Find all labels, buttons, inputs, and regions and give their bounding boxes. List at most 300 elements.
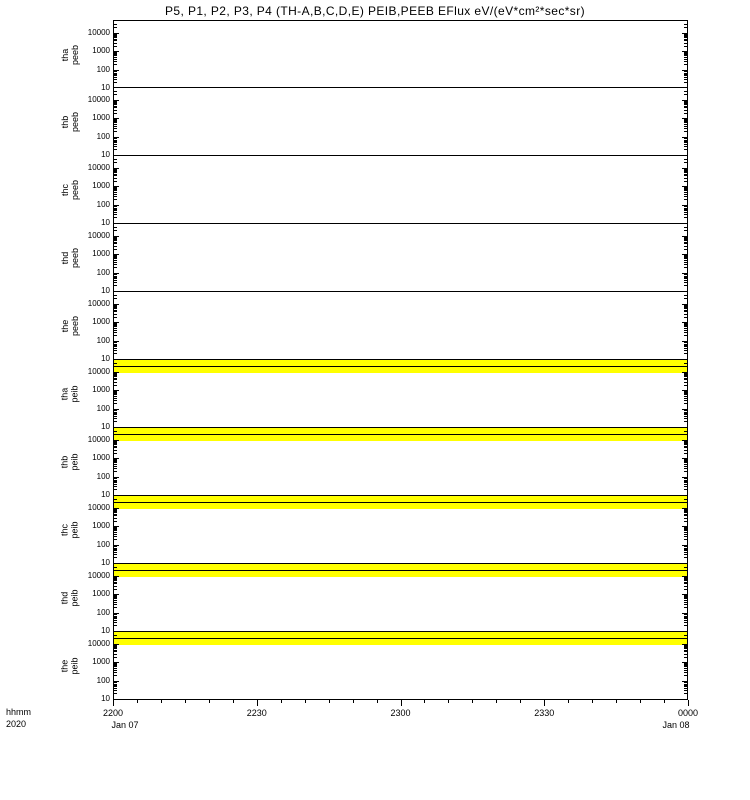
y-minor-tick-mark xyxy=(684,462,687,463)
y-minor-tick-mark xyxy=(114,607,117,608)
chart-panel xyxy=(59,428,688,499)
y-minor-tick-mark xyxy=(114,552,117,553)
y-minor-tick-mark xyxy=(684,307,687,308)
y-minor-tick-mark xyxy=(114,199,117,200)
y-minor-tick-mark xyxy=(114,110,117,111)
y-minor-tick-mark xyxy=(684,214,687,215)
y-minor-tick-mark xyxy=(684,447,687,448)
y-minor-tick-mark xyxy=(684,482,687,483)
y-minor-tick-mark xyxy=(114,366,117,367)
x-tick-date-label: Jan 08 xyxy=(662,720,690,730)
y-minor-tick-mark xyxy=(684,342,687,343)
y-minor-tick-mark xyxy=(114,274,117,275)
y-minor-tick-mark xyxy=(114,227,117,228)
y-minor-tick-mark xyxy=(114,178,117,179)
y-tick-label: 1000 xyxy=(92,385,110,395)
y-minor-tick-mark xyxy=(684,350,687,351)
y-minor-tick-mark xyxy=(684,510,687,511)
y-minor-tick-mark xyxy=(114,57,117,58)
y-minor-tick-mark xyxy=(684,444,687,445)
y-minor-tick-mark xyxy=(684,663,687,664)
y-minor-tick-mark xyxy=(684,539,687,540)
y-minor-tick-mark xyxy=(114,693,117,694)
y-minor-tick-mark xyxy=(684,196,687,197)
y-minor-tick-mark xyxy=(684,149,687,150)
y-minor-tick-mark xyxy=(114,258,117,259)
y-minor-tick-mark xyxy=(684,314,687,315)
y-minor-tick-mark xyxy=(114,654,117,655)
y-minor-tick-mark xyxy=(684,348,687,349)
y-minor-tick-mark xyxy=(114,249,117,250)
y-minor-tick-mark xyxy=(684,602,687,603)
y-minor-tick-mark xyxy=(684,614,687,615)
y-minor-tick-mark xyxy=(114,460,117,461)
x-minor-tick-mark xyxy=(544,700,545,703)
y-minor-tick-mark xyxy=(684,670,687,671)
y-tick-labels xyxy=(68,360,110,431)
y-minor-tick-mark xyxy=(684,190,687,191)
y-minor-tick-mark xyxy=(114,510,117,511)
y-minor-tick-mark xyxy=(684,468,687,469)
y-minor-tick-mark xyxy=(114,353,117,354)
data-line xyxy=(114,570,687,571)
y-minor-tick-mark xyxy=(684,310,687,311)
y-minor-tick-mark xyxy=(114,323,117,324)
y-minor-tick-mark xyxy=(114,324,117,325)
y-tick-label: 1000 xyxy=(92,657,110,667)
y-minor-tick-mark xyxy=(114,478,117,479)
y-minor-tick-mark xyxy=(114,103,117,104)
y-minor-tick-mark xyxy=(684,91,687,92)
y-minor-tick-mark xyxy=(114,586,117,587)
y-minor-tick-mark xyxy=(114,486,117,487)
y-minor-tick-mark xyxy=(684,141,687,142)
y-minor-tick-mark xyxy=(114,570,117,571)
y-minor-tick-mark xyxy=(114,77,117,78)
y-minor-tick-mark xyxy=(684,478,687,479)
y-minor-tick-mark xyxy=(684,122,687,123)
y-minor-tick-mark xyxy=(684,502,687,503)
y-minor-tick-mark xyxy=(684,71,687,72)
y-tick-label: 100 xyxy=(96,539,110,549)
y-minor-tick-mark xyxy=(684,144,687,145)
y-minor-tick-mark xyxy=(684,618,687,619)
y-minor-tick-mark xyxy=(114,240,117,241)
y-minor-tick-mark xyxy=(114,40,117,41)
y-tick-label: 10 xyxy=(101,422,110,431)
y-minor-tick-mark xyxy=(684,79,687,80)
y-minor-tick-mark xyxy=(684,103,687,104)
panel-plot-area xyxy=(114,564,687,631)
y-minor-tick-mark xyxy=(114,403,117,404)
y-minor-tick-mark xyxy=(114,536,117,537)
y-minor-tick-mark xyxy=(114,206,117,207)
y-minor-tick-mark xyxy=(114,398,117,399)
y-axis-label-line2: peib xyxy=(69,453,80,471)
y-tick-labels xyxy=(68,88,110,159)
y-minor-tick-mark xyxy=(114,376,117,377)
y-minor-tick-mark xyxy=(114,635,117,636)
y-minor-tick-mark xyxy=(684,325,687,326)
y-minor-tick-mark xyxy=(114,71,117,72)
y-minor-tick-mark xyxy=(684,64,687,65)
chart-panel xyxy=(60,224,688,295)
y-tick-labels xyxy=(68,428,110,499)
y-minor-tick-mark xyxy=(114,481,117,482)
y-minor-tick-mark xyxy=(684,324,687,325)
y-minor-tick-mark xyxy=(684,328,687,329)
y-minor-tick-mark xyxy=(114,53,117,54)
y-axis-label-line1: thd xyxy=(60,251,70,265)
y-axis-label-line1: thc xyxy=(59,523,70,537)
y-minor-tick-mark xyxy=(684,580,687,581)
y-tick-label: 100 xyxy=(96,403,110,413)
y-axis-label-line1: tha xyxy=(59,387,70,401)
y-minor-tick-mark xyxy=(684,418,687,419)
y-minor-tick-mark xyxy=(684,239,687,240)
y-minor-tick-mark xyxy=(114,214,117,215)
y-minor-tick-mark xyxy=(114,382,117,383)
y-minor-tick-mark xyxy=(114,688,117,689)
x-minor-tick-mark xyxy=(401,700,402,703)
y-minor-tick-mark xyxy=(114,36,117,37)
y-tick-label: 10 xyxy=(101,490,110,499)
y-minor-tick-mark xyxy=(114,548,117,549)
y-minor-tick-mark xyxy=(684,521,687,522)
y-minor-tick-mark xyxy=(114,174,117,175)
x-minor-tick-mark xyxy=(568,700,569,703)
y-minor-tick-mark xyxy=(684,274,687,275)
y-axis-label-line2: peeb xyxy=(70,179,80,201)
y-minor-tick-mark xyxy=(114,690,117,691)
y-minor-tick-mark xyxy=(684,363,687,364)
y-minor-tick-mark xyxy=(114,43,117,44)
x-minor-tick-mark xyxy=(113,700,114,703)
y-minor-tick-mark xyxy=(114,521,117,522)
y-minor-tick-mark xyxy=(114,119,117,120)
y-minor-tick-mark xyxy=(684,194,687,195)
data-line xyxy=(114,366,687,367)
y-minor-tick-mark xyxy=(114,672,117,673)
y-minor-tick-mark xyxy=(684,46,687,47)
y-minor-tick-mark xyxy=(114,645,117,646)
y-minor-tick-mark xyxy=(684,73,687,74)
y-minor-tick-mark xyxy=(684,586,687,587)
y-minor-tick-mark xyxy=(114,106,117,107)
y-minor-tick-mark xyxy=(684,162,687,163)
y-minor-tick-mark xyxy=(684,260,687,261)
y-tick-labels xyxy=(68,292,110,363)
y-minor-tick-mark xyxy=(114,668,117,669)
y-minor-tick-mark xyxy=(114,138,117,139)
y-minor-tick-mark xyxy=(114,257,117,258)
y-minor-tick-mark xyxy=(684,431,687,432)
y-minor-tick-mark xyxy=(684,570,687,571)
y-minor-tick-mark xyxy=(114,75,117,76)
y-minor-tick-mark xyxy=(684,277,687,278)
y-minor-tick-mark xyxy=(684,385,687,386)
y-minor-tick-mark xyxy=(114,539,117,540)
y-minor-tick-mark xyxy=(684,206,687,207)
y-minor-tick-mark xyxy=(684,113,687,114)
y-minor-tick-mark xyxy=(684,410,687,411)
y-tick-label: 100 xyxy=(96,675,110,685)
y-minor-tick-mark xyxy=(684,53,687,54)
y-minor-tick-mark xyxy=(684,278,687,279)
y-minor-tick-mark xyxy=(114,243,117,244)
y-minor-tick-mark xyxy=(684,121,687,122)
y-minor-tick-mark xyxy=(684,39,687,40)
y-minor-tick-mark xyxy=(684,394,687,395)
y-minor-tick-mark xyxy=(114,189,117,190)
y-minor-tick-mark xyxy=(114,416,117,417)
y-minor-tick-mark xyxy=(684,305,687,306)
y-minor-tick-mark xyxy=(114,159,117,160)
y-minor-tick-mark xyxy=(684,688,687,689)
y-minor-tick-mark xyxy=(684,682,687,683)
y-minor-tick-mark xyxy=(114,602,117,603)
y-minor-tick-mark xyxy=(114,55,117,56)
y-minor-tick-mark xyxy=(114,666,117,667)
y-minor-tick-mark xyxy=(684,353,687,354)
y-minor-tick-mark xyxy=(684,597,687,598)
y-minor-tick-mark xyxy=(684,552,687,553)
y-minor-tick-mark xyxy=(684,210,687,211)
y-minor-tick-mark xyxy=(114,190,117,191)
y-tick-label: 10 xyxy=(101,83,110,92)
y-minor-tick-mark xyxy=(114,306,117,307)
y-minor-tick-mark xyxy=(684,27,687,28)
y-minor-tick-mark xyxy=(684,690,687,691)
y-minor-tick-mark xyxy=(114,175,117,176)
x-minor-tick-mark xyxy=(329,700,330,703)
y-minor-tick-mark xyxy=(684,230,687,231)
y-tick-label: 1000 xyxy=(92,317,110,327)
y-minor-tick-mark xyxy=(684,119,687,120)
y-minor-tick-mark xyxy=(684,536,687,537)
y-minor-tick-mark xyxy=(114,169,117,170)
y-minor-tick-mark xyxy=(684,625,687,626)
y-minor-tick-mark xyxy=(684,400,687,401)
y-minor-tick-mark xyxy=(684,246,687,247)
y-minor-tick-mark xyxy=(684,499,687,500)
y-minor-tick-mark xyxy=(114,342,117,343)
y-minor-tick-mark xyxy=(114,34,117,35)
y-minor-tick-mark xyxy=(684,410,687,411)
y-minor-tick-mark xyxy=(114,144,117,145)
y-minor-tick-mark xyxy=(114,71,117,72)
y-minor-tick-mark xyxy=(114,578,117,579)
y-minor-tick-mark xyxy=(684,110,687,111)
x-axis-unit-label: hhmm xyxy=(6,707,32,717)
y-tick-label: 1000 xyxy=(92,46,110,56)
y-minor-tick-mark xyxy=(684,159,687,160)
y-minor-tick-mark xyxy=(684,258,687,259)
y-minor-tick-mark xyxy=(684,192,687,193)
y-minor-tick-mark xyxy=(684,416,687,417)
y-minor-tick-mark xyxy=(684,124,687,125)
y-minor-tick-mark xyxy=(684,43,687,44)
y-minor-tick-mark xyxy=(114,511,117,512)
y-minor-tick-mark xyxy=(114,295,117,296)
y-minor-tick-mark xyxy=(114,187,117,188)
y-minor-tick-mark xyxy=(684,443,687,444)
y-minor-tick-mark xyxy=(684,665,687,666)
y-minor-tick-mark xyxy=(114,264,117,265)
y-minor-tick-mark xyxy=(684,120,687,121)
y-minor-tick-mark xyxy=(114,530,117,531)
x-minor-tick-mark xyxy=(353,700,354,703)
y-minor-tick-mark xyxy=(684,528,687,529)
y-axis-label-line1: thd xyxy=(59,591,70,605)
y-minor-tick-mark xyxy=(684,209,687,210)
y-minor-tick-mark xyxy=(114,141,117,142)
y-minor-tick-mark xyxy=(114,374,117,375)
y-minor-tick-mark xyxy=(114,54,117,55)
y-tick-labels xyxy=(68,496,110,567)
x-minor-tick-mark xyxy=(640,700,641,703)
y-minor-tick-mark xyxy=(684,589,687,590)
y-minor-tick-mark xyxy=(114,391,117,392)
y-minor-tick-mark xyxy=(684,461,687,462)
y-minor-tick-mark xyxy=(684,55,687,56)
y-minor-tick-mark xyxy=(684,622,687,623)
y-minor-tick-mark xyxy=(684,34,687,35)
y-minor-tick-mark xyxy=(114,596,117,597)
y-minor-tick-mark xyxy=(114,646,117,647)
y-minor-tick-mark xyxy=(114,442,117,443)
y-minor-tick-mark xyxy=(114,46,117,47)
y-minor-tick-mark xyxy=(684,486,687,487)
y-minor-tick-mark xyxy=(114,686,117,687)
y-minor-tick-mark xyxy=(684,668,687,669)
y-minor-tick-mark xyxy=(114,64,117,65)
y-minor-tick-mark xyxy=(114,314,117,315)
y-minor-tick-mark xyxy=(114,113,117,114)
y-minor-tick-mark xyxy=(114,91,117,92)
chart-panel xyxy=(60,20,688,92)
y-minor-tick-mark xyxy=(114,604,117,605)
y-minor-tick-mark xyxy=(684,308,687,309)
y-minor-tick-mark xyxy=(114,583,117,584)
y-minor-tick-mark xyxy=(684,645,687,646)
y-minor-tick-mark xyxy=(684,617,687,618)
y-minor-tick-mark xyxy=(684,614,687,615)
y-minor-tick-mark xyxy=(114,128,117,129)
y-minor-tick-mark xyxy=(684,94,687,95)
y-minor-tick-mark xyxy=(114,181,117,182)
y-minor-tick-mark xyxy=(114,482,117,483)
y-minor-tick-mark xyxy=(684,577,687,578)
y-minor-tick-mark xyxy=(114,325,117,326)
y-minor-tick-mark xyxy=(684,481,687,482)
x-minor-tick-mark xyxy=(616,700,617,703)
y-minor-tick-mark xyxy=(114,212,117,213)
y-tick-label: 10000 xyxy=(87,231,110,240)
y-minor-tick-mark xyxy=(684,298,687,299)
y-tick-label: 10 xyxy=(101,286,110,295)
y-minor-tick-mark xyxy=(684,546,687,547)
y-minor-tick-mark xyxy=(114,546,117,547)
y-minor-tick-mark xyxy=(114,27,117,28)
y-minor-tick-mark xyxy=(114,684,117,685)
y-minor-tick-mark xyxy=(114,625,117,626)
y-minor-tick-mark xyxy=(114,499,117,500)
y-minor-tick-mark xyxy=(114,614,117,615)
y-minor-tick-mark xyxy=(114,140,117,141)
y-minor-tick-mark xyxy=(684,174,687,175)
y-minor-tick-mark xyxy=(684,684,687,685)
y-minor-tick-mark xyxy=(114,242,117,243)
x-minor-tick-mark xyxy=(664,700,665,703)
y-minor-tick-mark xyxy=(114,682,117,683)
y-minor-tick-mark xyxy=(114,188,117,189)
y-minor-tick-mark xyxy=(684,607,687,608)
y-minor-tick-mark xyxy=(684,616,687,617)
y-minor-tick-mark xyxy=(684,546,687,547)
y-minor-tick-mark xyxy=(114,638,117,639)
y-minor-tick-mark xyxy=(114,217,117,218)
y-minor-tick-mark xyxy=(114,39,117,40)
y-minor-tick-mark xyxy=(684,398,687,399)
y-minor-tick-mark xyxy=(114,471,117,472)
y-minor-tick-mark xyxy=(684,646,687,647)
y-minor-tick-mark xyxy=(114,515,117,516)
y-minor-tick-mark xyxy=(114,131,117,132)
y-minor-tick-mark xyxy=(114,514,117,515)
y-minor-tick-mark xyxy=(684,530,687,531)
y-minor-tick-mark xyxy=(684,648,687,649)
y-minor-tick-mark xyxy=(114,468,117,469)
y-minor-tick-mark xyxy=(114,502,117,503)
y-minor-tick-mark xyxy=(114,267,117,268)
y-minor-tick-mark xyxy=(114,647,117,648)
chart-panel xyxy=(59,632,688,703)
y-minor-tick-mark xyxy=(114,37,117,38)
y-minor-tick-mark xyxy=(114,350,117,351)
y-minor-tick-mark xyxy=(114,124,117,125)
y-minor-tick-mark xyxy=(684,61,687,62)
y-minor-tick-mark xyxy=(114,489,117,490)
y-minor-tick-mark xyxy=(114,663,117,664)
y-minor-tick-mark xyxy=(684,459,687,460)
y-minor-tick-mark xyxy=(684,414,687,415)
y-tick-label: 100 xyxy=(96,199,110,209)
y-minor-tick-mark xyxy=(684,262,687,263)
y-minor-tick-mark xyxy=(684,600,687,601)
y-minor-tick-mark xyxy=(684,344,687,345)
y-minor-tick-mark xyxy=(684,373,687,374)
y-minor-tick-mark xyxy=(114,285,117,286)
y-minor-tick-mark xyxy=(114,484,117,485)
y-minor-tick-mark xyxy=(684,583,687,584)
y-minor-tick-mark xyxy=(684,651,687,652)
y-tick-label: 10000 xyxy=(87,571,110,580)
y-minor-tick-mark xyxy=(114,478,117,479)
y-minor-tick-mark xyxy=(114,210,117,211)
y-tick-labels xyxy=(68,632,110,703)
y-minor-tick-mark xyxy=(114,307,117,308)
y-minor-tick-mark xyxy=(684,35,687,36)
y-minor-tick-mark xyxy=(684,175,687,176)
y-minor-tick-mark xyxy=(684,693,687,694)
y-minor-tick-mark xyxy=(684,549,687,550)
y-minor-tick-mark xyxy=(684,686,687,687)
y-minor-tick-mark xyxy=(684,306,687,307)
y-minor-tick-mark xyxy=(114,311,117,312)
y-minor-tick-mark xyxy=(114,617,117,618)
y-tick-label: 10 xyxy=(101,626,110,635)
